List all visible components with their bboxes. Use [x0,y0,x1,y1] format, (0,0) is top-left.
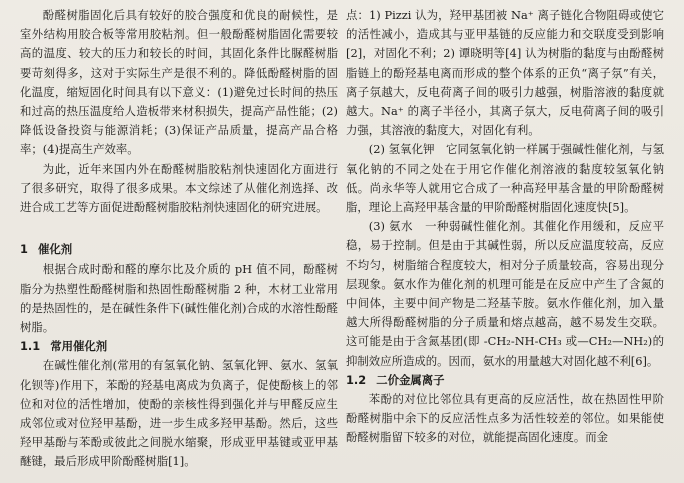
metal-ion-paragraph: 苯酚的对位比邻位具有更高的反应活性，故在热固性甲阶酚醛树脂中余下的反应活性点多为活性较差的邻位。如果能使酚醛树脂留下较多的对位，就能提高固化速度。而金 [346,392,664,445]
subsection-title: 二价金属离子 [376,372,445,387]
section-title: 催化剂 [37,242,73,257]
right-column [346,6,664,448]
continued-paragraph: 点：1) Pizzi 认为，羟甲基团被 Na⁺ 离子链化合物阻碍或使它的活性减小，造成其与亚甲基链的反应能力和交联度受到影响[2]，对固化不利；2) 谭晓明等[4] 认为树脂的黏度与由酚醛树脂链上的酚羟基电离而形成的整个体系的正负“离子氛”有关，离子氛越大，反电荷离子间的吸引力越强，树脂溶液的黏度就越大。Na⁺ 的离子半径小，其离子氛大，反电荷离子间的吸引力强，其溶液的黏度大，对固化有利。 [346,8,664,138]
spacer [20,217,338,233]
ammonia-paragraph: (3) 氨水 一种弱碱性催化剂。其催化作用缓和，反应平稳，易于控制。但是由于其碱性弱，所以反应温度较高，反应不均匀，树脂缩合程度较大，相对分子质量较高，容易出现分层现象。氨水作为催化剂的机理可能是在反应中产生了含氮的中间体，主要中间产物是二羟基苄胺。氨水作催化剂，加入量越大所得酚醛树脂的分子质量和熔点越高，越不易发生交联。这可能是由于含氮基团(即 -CH₂-NH-CH₃ 或—CH₂—NH₂)的抑制效应所造成的。因而，氨水的用量越大对固化越不利[6]。 [346,219,664,368]
subsection-number: 1.1 [20,339,41,354]
intro-paragraph: 酚醛树脂固化后具有较好的胶合强度和优良的耐候性，是室外结构用胶合板等常用胶粘剂。但一般酚醛树脂固化需要较高的温度、较大的压力和较长的时间，其固化条件比脲醛树脂要苛刻得多，这对于实际生产是很不利的。降低酚醛树脂的固化温度，缩短固化时间具有以下意义：(1)避免过长时间的热压和过高的热压温度给人造板带来材积损失，提高产品性能；(2)降低设备投资与能源消耗；(3)保证产品质量，提高产品合格率；(4)提高生产效率。 [20,8,338,157]
subsection-title: 常用催化剂 [50,339,108,354]
common-catalyst-paragraph: 在碱性催化剂(常用的有氢氧化钠、氢氧化钾、氨水、氢氧化钡等)作用下，苯酚的羟基电离成为负离子，促使酚核上的邻位和对位的活性增加，使酚的亲核性得到强化并与甲醛反应生成邻位或对位羟甲基酚，进一步生成多羟甲基酚。然后，这些羟甲基酚与苯酚或彼此之间脱水缩聚，形成亚甲基键或亚甲基醚键，最后形成甲阶酚醛树脂[1]。 [20,358,338,469]
subsection-heading-metal-ions [346,371,664,390]
koh-paragraph: (2) 氢氧化钾 它同氢氧化钠一样属于强碱性催化剂，与氢氧化钠的不同之处在于用它作催化剂溶液的黏度较氢氧化钠低。尚永华等人就用它合成了一种高羟甲基含量的甲阶酚醛树脂，理论上高羟甲基含量的甲阶酚醛树脂固化速度快[5]。 [346,142,664,215]
subsection-heading-common-catalysts [20,337,338,356]
review-paragraph: 为此，近年来国内外在酚醛树脂胶粘剂快速固化方面进行了很多研究，取得了很多成果。本文综述了从催化剂选择、改进合成工艺等方面促进酚醛树脂胶粘剂快速固化的研究进展。 [20,161,338,215]
section-number: 1 [20,242,28,257]
left-column [20,6,338,472]
catalyst-paragraph: 根据合成时酚和醛的摩尔比及介质的 pH 值不同，酚醛树脂分为热塑性酚醛树脂和热固性酚醛树脂 2 种，木材工业常用的是热固性的，是在碱性条件下(碱性催化剂)合成的水溶性酚醛树脂。 [20,262,338,335]
subsection-number: 1.2 [346,372,367,387]
section-heading-catalyst [20,240,338,259]
